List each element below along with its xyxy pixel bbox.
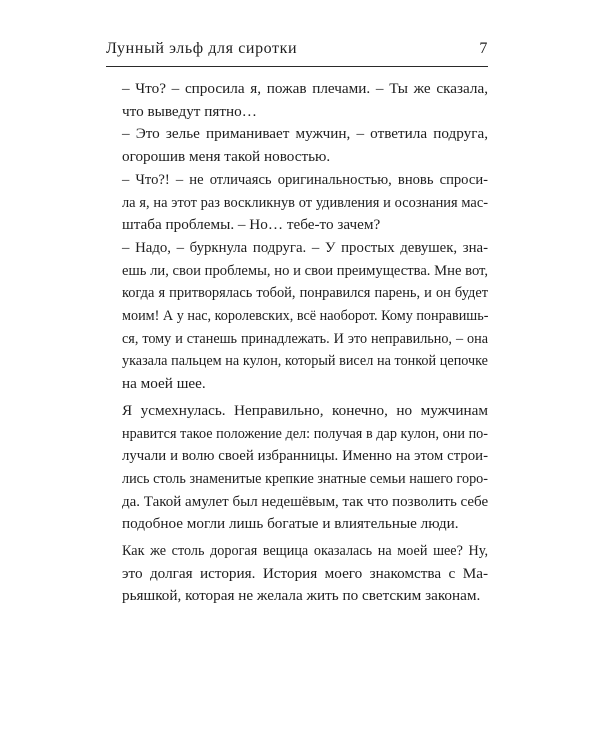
header-rule	[106, 66, 488, 67]
running-header	[106, 40, 488, 64]
text-line: это долгая история. История моего знакомства с Ма-	[122, 564, 488, 582]
paragraph	[106, 400, 488, 536]
text-line: ся, тому и станешь принадлежать. И это неправильно, – она	[122, 330, 488, 347]
text-line: лись столь знаменитые крепкие знатные семьи нашего горо-	[122, 470, 488, 487]
text-line: что выведут пятно…	[122, 102, 257, 120]
text-line: лучали и волю своей избранницы. Именно на этом строи-	[122, 448, 488, 465]
text-line: да. Такой амулет был недешёвым, так что позволить себе	[122, 493, 489, 510]
text-line: огорошив меня такой новостью.	[122, 148, 331, 166]
text-line: ешь ли, свои проблемы, но и свои преимущества. Мне вот,	[122, 262, 488, 279]
text-line: штаба проблемы. – Но… тебе-то зачем?	[122, 216, 381, 234]
text-line: Как же столь дорогая вещица оказалась на моей шее? Ну,	[122, 543, 488, 560]
text-line: нравится такое положение дел: получая в дар кулон, они по-	[122, 425, 488, 442]
paragraph	[106, 169, 488, 237]
text-line: Я усмехнулась. Неправильно, конечно, но мужчинам	[122, 401, 488, 419]
paragraph	[106, 123, 488, 168]
text-line: – Что? – спросила я, пожав плечами. – Ты же сказала,	[122, 80, 488, 97]
paragraph	[106, 540, 488, 608]
page-number: 7	[479, 40, 488, 57]
text-line: когда я притворялась тобой, понравился парень, и он будет	[122, 285, 488, 302]
text-line: моим! А у нас, королевских, всё наоборот. Кому понравишь-	[122, 308, 489, 325]
paragraph	[106, 237, 488, 396]
text-line: – Надо, – буркнула подруга. – У простых девушек, зна-	[122, 239, 488, 256]
text-line: подобное могли лишь богатые и влиятельные люди.	[122, 515, 459, 533]
text-line: – Что?! – не отличаясь оригинальностью, вновь спроси-	[122, 171, 488, 188]
text-line: – Это зелье приманивает мужчин, – ответила подруга,	[122, 125, 488, 143]
paragraph	[106, 78, 488, 123]
text-line: указала пальцем на кулон, который висел на тонкой цепочке	[122, 353, 488, 370]
text-line: ла я, на этот раз воскликнув от удивления и осознания мас-	[122, 194, 488, 211]
page-body	[106, 78, 488, 608]
text-line: на моей шее.	[122, 375, 206, 393]
book-title: Лунный эльф для сиротки	[106, 40, 298, 57]
text-line: рьяшкой, которая не желала жить по светским законам.	[122, 587, 481, 605]
